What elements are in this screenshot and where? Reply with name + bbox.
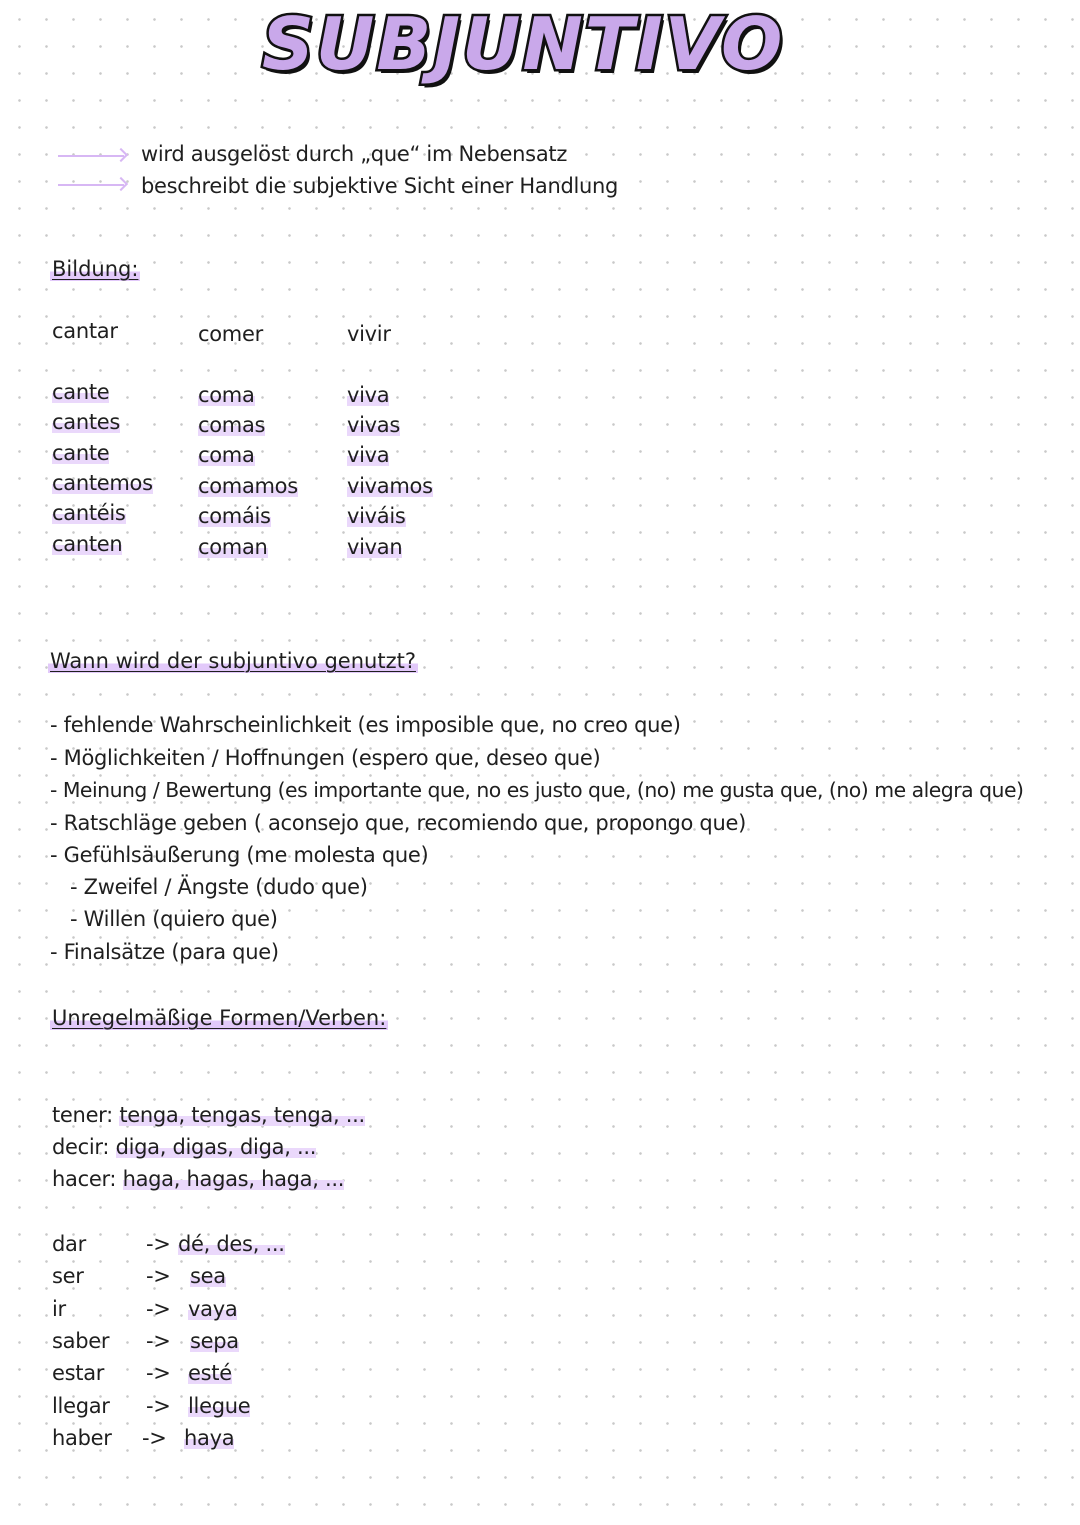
infinitive-cantar: cantar — [52, 319, 118, 343]
form-cantar-2: cantes — [52, 410, 121, 434]
form-comer-2: comas — [198, 413, 266, 437]
irregular-verb: hacer: — [52, 1167, 117, 1191]
irregular-verb: decir: — [52, 1135, 110, 1159]
form-comer-4: comamos — [198, 474, 298, 498]
irregular-forms: haga, hagas, haga, ... — [122, 1167, 345, 1191]
form-comer-6: coman — [198, 535, 268, 559]
pair-form-dar: dé, des, ... — [178, 1232, 285, 1256]
form-cantar-1: cante — [52, 380, 110, 404]
pair-verb-llegar: llegar — [52, 1394, 110, 1418]
intro-line-2: beschreibt die subjektive Sicht einer Handlung — [141, 174, 619, 198]
form-vivir-3: viva — [347, 443, 390, 467]
usage-item: - Willen (quiero que) — [70, 907, 278, 931]
pair-verb-haber: haber — [52, 1426, 112, 1450]
usage-item: - fehlende Wahrscheinlichkeit (es imposible que, no creo que) — [50, 713, 681, 737]
pair-verb-ser: ser — [52, 1264, 84, 1288]
form-cantar-3: cante — [52, 441, 110, 465]
infinitive-comer: comer — [198, 322, 263, 346]
usage-item: - Zweifel / Ängste (dudo que) — [70, 875, 368, 899]
arrow-symbol: -> — [142, 1426, 167, 1450]
form-comer-5: comáis — [198, 504, 271, 528]
form-vivir-4: vivamos — [347, 474, 433, 498]
irregular-line-tener — [52, 1103, 365, 1127]
pair-verb-saber: saber — [52, 1329, 110, 1353]
form-vivir-6: vivan — [347, 535, 403, 559]
infinitive-vivir: vivir — [347, 322, 391, 346]
pair-form-estar: esté — [188, 1361, 232, 1385]
arrow-symbol: -> — [146, 1394, 171, 1418]
form-vivir-5: viváis — [347, 504, 406, 528]
form-cantar-6: canten — [52, 532, 123, 556]
arrow-right-icon — [58, 184, 124, 186]
usage-item: - Gefühlsäußerung (me molesta que) — [50, 843, 429, 867]
page-title: SUBJUNTIVO — [262, 2, 785, 86]
pair-verb-estar: estar — [52, 1361, 105, 1385]
irregular-forms: tenga, tengas, tenga, ... — [119, 1103, 365, 1127]
form-vivir-2: vivas — [347, 413, 400, 437]
arrow-right-icon — [58, 155, 124, 157]
usage-item: - Meinung / Bewertung (es importante que, no es justo que, (no) me gusta que, (no) me alegra que) — [50, 778, 1024, 802]
pair-verb-dar: dar — [52, 1232, 86, 1256]
pair-form-ir: vaya — [188, 1297, 238, 1321]
irregular-line-decir — [52, 1135, 316, 1159]
pair-form-llegar: llegue — [188, 1394, 251, 1418]
usage-item: - Finalsätze (para que) — [50, 940, 279, 964]
bildung-heading: Bildung: — [52, 257, 139, 281]
intro-line-1: wird ausgelöst durch „que“ im Nebensatz — [141, 142, 568, 166]
irregular-verb: tener: — [52, 1103, 113, 1127]
usage-item: - Möglichkeiten / Hoffnungen (espero que, deseo que) — [50, 746, 601, 770]
form-comer-1: coma — [198, 383, 255, 407]
pair-form-ser: sea — [190, 1264, 226, 1288]
form-cantar-4: cantemos — [52, 471, 153, 495]
arrow-symbol: -> — [146, 1361, 171, 1385]
arrow-symbol: -> — [146, 1232, 171, 1256]
arrow-symbol: -> — [146, 1329, 171, 1353]
pair-form-haber: haya — [184, 1426, 235, 1450]
pair-verb-ir: ir — [52, 1297, 66, 1321]
usage-item: - Ratschläge geben ( aconsejo que, recomiendo que, propongo que) — [50, 811, 746, 835]
usage-heading: Wann wird der subjuntivo genutzt? — [50, 649, 416, 673]
pair-form-saber: sepa — [190, 1329, 239, 1353]
form-vivir-1: viva — [347, 383, 390, 407]
form-cantar-5: cantéis — [52, 501, 126, 525]
irregular-line-hacer — [52, 1167, 344, 1191]
arrow-symbol: -> — [146, 1264, 171, 1288]
irregular-forms: diga, digas, diga, ... — [115, 1135, 317, 1159]
irregular-heading: Unregelmäßige Formen/Verben: — [52, 1006, 387, 1030]
form-comer-3: coma — [198, 443, 255, 467]
arrow-symbol: -> — [146, 1297, 171, 1321]
